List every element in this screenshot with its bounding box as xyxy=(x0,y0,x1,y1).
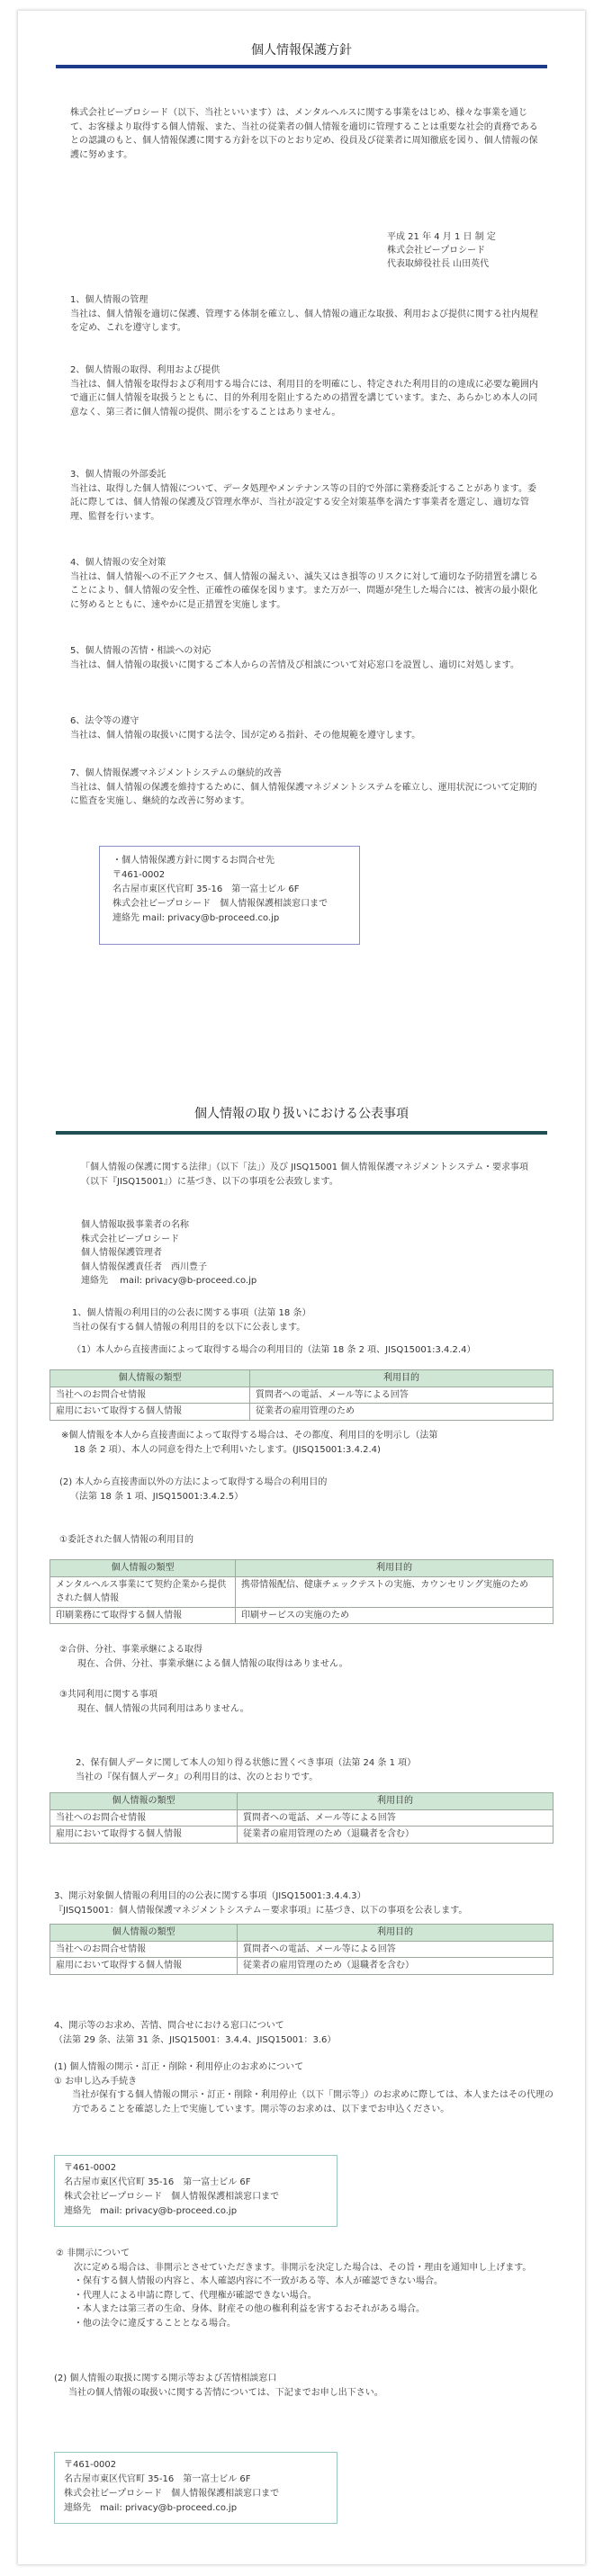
policy-item-body: 当社は、個人情報を取得および利用する場合には、利用目的を明確にし、特定された利用目的の達成に必要な範囲内で適正に個人情報を取扱うとともに、目的外利用を阻止するための措置を講じています。また、あらかじめ本人の同意なく、第三者に個人情報の提供、開示をすることはありません。 xyxy=(70,379,538,417)
subsection-joint-use: ③共同利用に関する事項 現在、個人情報の共同利用はありません。 xyxy=(59,1690,249,1714)
subsection-2: (2) 本人から直接書面以外の方法によって取得する場合の利用目的 （法第 18 条 1 項、JISQ15001:3.4.2.5） xyxy=(59,1477,328,1502)
policy-item xyxy=(70,714,538,742)
policy-item xyxy=(70,556,538,612)
policy-signature xyxy=(387,230,567,271)
policy-item xyxy=(70,293,538,336)
notice-title: 個人情報の取り扱いにおける公表事項 xyxy=(194,1107,409,1121)
list-item: ・保有する個人情報の内容と、本人確認内容に不一致がある等、本人が確認できない場合。 xyxy=(74,2276,443,2286)
policy-item-body: 当社は、個人情報の保護を維持するために、個人情報保護マネジメントシステムを確立し、運用状況について定期的に監査を実施し、継続的な改善に努めます。 xyxy=(70,782,537,806)
table-row: 当社へのお問合せ情報 質問者への電話、メール等による回答 xyxy=(50,1809,554,1827)
policy-item-head: 1、個人情報の管理 xyxy=(70,295,148,305)
policy-item-head: 6、法令等の遵守 xyxy=(70,716,140,726)
policy-item xyxy=(70,364,538,419)
contact-email: 連絡先 mail: privacy@b-proceed.co.jp xyxy=(64,2206,238,2216)
section-3: 3、開示対象個人情報の利用目的の公表に関する事項（JISQ15001:3.4.4.3） 『JISQ15001：個人情報保護マネジメントシステム－要求事項』に基づき、以下の事項を公表します。 xyxy=(54,1889,558,1917)
policy-representative: 代表取締役社長 山田英代 xyxy=(387,259,490,269)
list-item: ・代理人による申請に際して、代理権が確認できない場合。 xyxy=(74,2290,317,2301)
section-heading: 3、開示対象個人情報の利用目的の公表に関する事項（JISQ15001:3.4.4.3） xyxy=(54,1891,366,1901)
subsection-merger: ②合併、分社、事業承継による取得 現在、合併、分社、事業承継による個人情報の取得はありません。 xyxy=(59,1645,348,1669)
contact-email: 連絡先 mail: privacy@b-proceed.co.jp xyxy=(64,2503,238,2513)
purpose-table-4: 個人情報の類型 利用目的 当社へのお問合せ情報 質問者への電話、メール等による回答 雇用において取得する個人情報 従業者の雇用管理のため（退職者を含む） xyxy=(50,1924,554,1975)
list-item: ・他の法令に違反することとなる場合。 xyxy=(74,2318,236,2329)
policy-item xyxy=(70,468,538,524)
policy-intro: 株式会社ビープロシード（以下、当社といいます）は、メンタルヘルスに関する事業をはじめ、様々な事業を通じて、お客様より取得する個人情報、また、当社の従業者の個人情報を適切に管理することは重要な社会的責務であるとの認識のもと、個人情報保護に関する方針を以下のとおり定め、役員及び従業者に周知徹底を図り、個人情報の保護に努めます。 xyxy=(70,108,538,160)
title-rule xyxy=(56,65,547,68)
title-rule xyxy=(56,1131,547,1135)
policy-item-head: 7、個人情報保護マネジメントシステムの継続的改善 xyxy=(70,768,283,778)
table-row: 雇用において取得する個人情報 従業者の雇用管理のため（退職者を含む） xyxy=(50,1827,554,1844)
operator-info: 個人情報取扱事業者の名称 株式会社ビープロシード 個人情報保護管理者 個人情報保護責任者 西川豊子 連絡先 mail: privacy@b-proceed.co.jp xyxy=(81,1218,549,1288)
table-row: 雇用において取得する個人情報 従業者の雇用管理のため（退職者を含む） xyxy=(50,1958,554,1975)
table-row: 雇用において取得する個人情報 従業者の雇用管理のため xyxy=(50,1404,554,1421)
subsection-heading: ①委託された個人情報の利用目的 xyxy=(59,1535,194,1545)
purpose-table-2: 個人情報の類型 利用目的 メンタルヘルス事業にて契約企業から提供された個人情報 携帯情報配信、健康チェックテストの実施、カウンセリング実施のため 印刷業務にて取得する個人情報 印刷サービスの実施のため xyxy=(50,1559,554,1624)
section-heading: 1、個人情報の利用目的の公表に関する事項（法第 18 条） xyxy=(72,1308,311,1318)
contact-email: 連絡先 mail: privacy@b-proceed.co.jp xyxy=(112,913,280,923)
policy-item-body: 当社は、個人情報の取扱いに関するご本人からの苦情及び相談について対応窓口を設置し、適切に対処します。 xyxy=(70,660,519,670)
policy-company: 株式会社ビープロシード xyxy=(387,246,486,256)
policy-item-body: 当社は、個人情報の取扱いに関する法令、国が定める指針、その他規範を遵守します。 xyxy=(70,730,421,740)
purpose-table-3: 個人情報の類型 利用目的 当社へのお問合せ情報 質問者への電話、メール等による回答 雇用において取得する個人情報 従業者の雇用管理のため（退職者を含む） xyxy=(50,1792,554,1844)
table-row: 当社へのお問合せ情報 質問者への電話、メール等による回答 xyxy=(50,1387,554,1404)
disclosure-contact-box: 〒461-0002 名古屋市東区代官町 35-16 第一富士ビル 6F 株式会社ビープロシード 個人情報保護相談窓口まで 連絡先 mail: privacy@b-proceed.co.jp xyxy=(54,2155,338,2227)
section-heading: 4、開示等のお求め、苦情、問合せにおける窓口について xyxy=(54,2021,284,2031)
section-1: 1、個人情報の利用目的の公表に関する事項（法第 18 条） 当社の保有する個人情報の利用目的を以下に公表します。 （1）本人から直接書面によって取得する場合の利用目的（法第 18 条 2 項、JISQ15001:3.4.2.4） xyxy=(72,1306,540,1358)
subsection-heading: （1）本人から直接書面によって取得する場合の利用目的（法第 18 条 2 項、JISQ15001:3.4.2.4） xyxy=(72,1345,476,1355)
section-heading: 2、保有個人データに関して本人の知り得る状態に置くべき事項（法第 24 条 1 項） xyxy=(76,1758,417,1768)
policy-item-head: 5、個人情報の苦情・相談への対応 xyxy=(70,646,212,656)
policy-title: 個人情報保護方針 xyxy=(251,43,352,58)
table-row: 当社へのお問合せ情報 質問者への電話、メール等による回答 xyxy=(50,1941,554,1958)
policy-item-head: 2、個人情報の取得、利用および提供 xyxy=(70,365,220,375)
subsection-non-disclosure: ② 非開示について 次に定める場合は、非開示とさせていただきます。非開示を決定した場合は、その旨・理由を通知申し上げます。 ・保有する個人情報の内容と、本人確認内容に不一致がある等、本人が確認できない場合。 ・代理人による申請に際して、代理権が確認できない場合。 ・本人または第三者の生命、身体、財産その他の権利利益を害するおそれがある場合。 ・他の法令に違反することとなる場合。 xyxy=(56,2247,554,2330)
notice-intro: 「個人情報の保護に関する法律」（以下「法」）及び JISQ15001 個人情報保護マネジメントシステム・要求事項（以下『JISQ15001』）に基づき、以下の事項を公表致します。 xyxy=(81,1162,528,1187)
policy-date: 平成 21 年 4 月 1 日 制 定 xyxy=(387,232,496,242)
subsection-disclosure: (1) 個人情報の開示・訂正・削除・利用停止のお求めについて ① お申し込み手続き 当社が保有する個人情報の開示・訂正・削除・利用停止（以下「開示等」）のお求めに際しては、本人またはその代理の方であることを確認した上で実施しています。開示等のお求めは、以下までお申込ください。 xyxy=(54,2062,554,2114)
policy-item xyxy=(70,767,538,809)
section-4: 4、開示等のお求め、苦情、問合せにおける窓口について （法第 29 条、法第 31 条、JISQ15001：3.4.4、JISQ15001：3.6） xyxy=(54,2019,522,2047)
policy-item-body: 当社は、個人情報への不正アクセス、個人情報の漏えい、滅失又はき損等のリスクに対して適切な予防措置を講じることにより、個人情報の安全性、正確性の確保を図ります。また万が一、問題が発生した場合には、被害の最小限化に努めるとともに、速やかに是正措置を実施します。 xyxy=(70,571,538,610)
complaint-contact-box: 〒461-0002 名古屋市東区代官町 35-16 第一富士ビル 6F 株式会社ビープロシード 個人情報保護相談窓口まで 連絡先 mail: privacy@b-proceed.co.jp xyxy=(54,2452,338,2524)
operator-email: 連絡先 mail: privacy@b-proceed.co.jp xyxy=(81,1276,257,1286)
policy-item-head: 3、個人情報の外部委託 xyxy=(70,470,166,480)
policy-item-head: 4、個人情報の安全対策 xyxy=(70,558,166,568)
table-row: 印刷業務にて取得する個人情報 印刷サービスの実施のため xyxy=(50,1607,554,1624)
note-1: ※個人情報を本人から直接書面によって取得する場合は、その都度、利用目的を明示し（法第 18 条 2 項）、本人の同意を得た上で利用いたします。(JISQ15001:3.4.2.4) xyxy=(61,1431,438,1455)
policy-item xyxy=(70,644,538,672)
policy-contact-box: ・個人情報保護方針に関するお問合せ先 〒461-0002 名古屋市東区代官町 35-16 第一富士ビル 6F 株式会社ビープロシード 個人情報保護相談窓口まで 連絡先 mail: privacy@b-proceed.co.jp xyxy=(99,846,360,945)
purpose-table-1: 個人情報の類型 利用目的 当社へのお問合せ情報 質問者への電話、メール等による回答 雇用において取得する個人情報 従業者の雇用管理のため xyxy=(50,1369,554,1421)
policy-item-body: 当社は、取得した個人情報について、データ処理やメンテナンス等の目的で外部に業務委託することがあります。委託に際しては、個人情報の保護及び管理水準が、当社が設定する安全対策基準を満たす事業者を選定し、適切な管理、監督を行います。 xyxy=(70,483,536,522)
table-row: メンタルヘルス事業にて契約企業から提供された個人情報 携帯情報配信、健康チェックテストの実施、カウンセリング実施のため xyxy=(50,1576,554,1607)
policy-item-body: 当社は、個人情報を適切に保護、管理する体制を確立し、個人情報の適正な取扱、利用および提供に関する社内規程を定め、これを遵守します。 xyxy=(70,309,538,333)
section-2: 2、保有個人データに関して本人の知り得る状態に置くべき事項（法第 24 条 1 項） 当社の『保有個人データ』の利用目的は、次のとおりです。 xyxy=(76,1756,544,1784)
list-item: ・本人または第三者の生命、身体、財産その他の権利利益を害するおそれがある場合。 xyxy=(74,2304,425,2314)
subsection-complaints: (2) 個人情報の取扱に関する開示等および苦情相談窓口 当社の個人情報の取扱いに関する苦情については、下記までお申し出下さい。 xyxy=(54,2374,383,2398)
